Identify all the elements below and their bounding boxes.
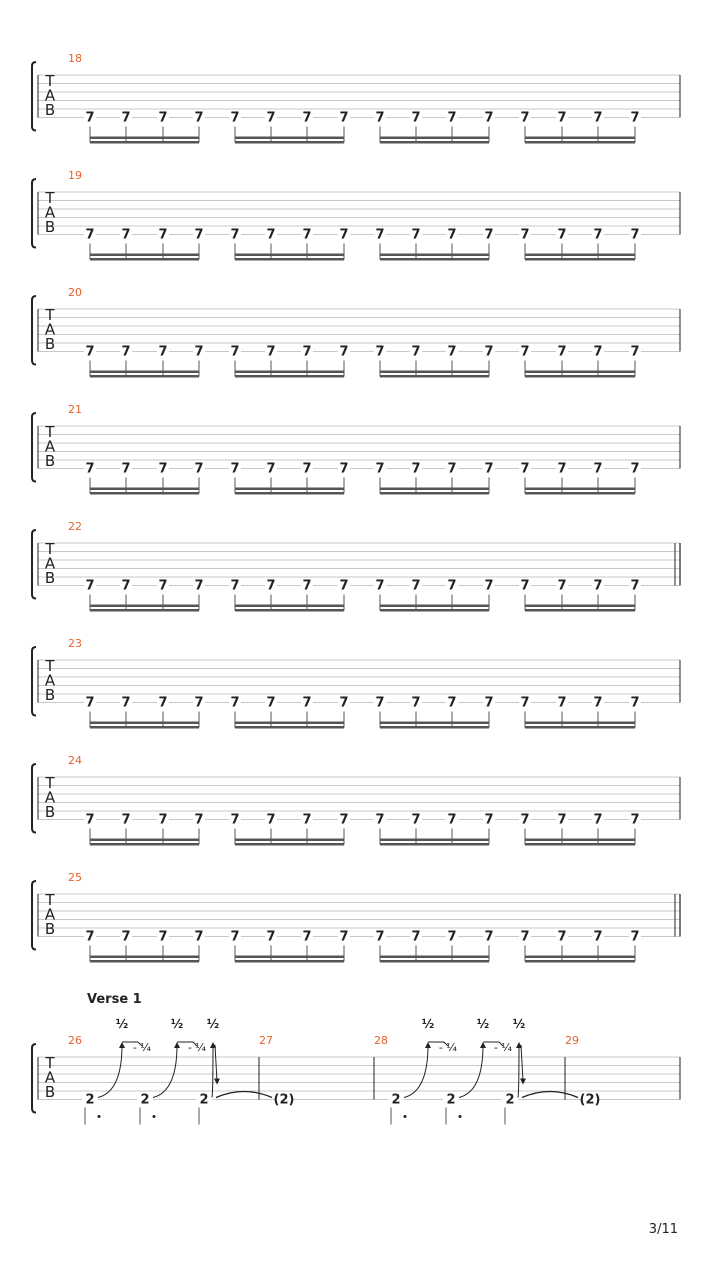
release-curve — [215, 1045, 217, 1082]
beam-secondary — [380, 843, 489, 846]
dot — [98, 1115, 101, 1118]
system-18-system-bracket — [32, 62, 36, 131]
release-arrowhead — [520, 1079, 526, 1085]
measure-number: 27 — [259, 1034, 273, 1047]
fret-number: 7 — [447, 110, 457, 126]
beam-secondary — [90, 843, 199, 846]
fret-number: 7 — [266, 227, 276, 243]
bend-amount: ½ — [206, 1017, 220, 1031]
dot — [153, 1115, 156, 1118]
fret-number: 7 — [85, 344, 95, 360]
fret-number: 7 — [630, 344, 640, 360]
system-22-tab-clef-t: T — [45, 540, 55, 558]
fret-number: 7 — [484, 461, 494, 477]
system-18-tab-clef-a: A — [44, 86, 56, 105]
beam-secondary — [380, 258, 489, 261]
fret-number: 7 — [520, 578, 530, 594]
system-23-tab-clef-a: A — [44, 671, 56, 690]
fret-number: 7 — [484, 578, 494, 594]
beam-secondary — [90, 960, 199, 963]
measure-number: 28 — [374, 1034, 388, 1047]
measure-number: 25 — [68, 871, 82, 884]
beam-secondary — [380, 609, 489, 612]
fret-number: 7 — [411, 227, 421, 243]
fret-number: 7 — [630, 110, 640, 126]
beam-secondary — [380, 960, 489, 963]
fret-number: 2 — [391, 1092, 401, 1108]
system-22-tab-clef-b: B — [44, 569, 56, 587]
beam-primary — [235, 254, 344, 257]
fret-number: 7 — [593, 695, 603, 711]
beam-primary — [90, 137, 199, 140]
fret-number: 7 — [375, 461, 385, 477]
bend-arrowhead — [119, 1042, 125, 1048]
release-amount: - ¼ — [493, 1041, 513, 1054]
fret-number: 7 — [230, 578, 240, 594]
beam-primary — [90, 839, 199, 842]
beam-secondary — [525, 609, 635, 612]
tie-arc — [522, 1092, 578, 1098]
tie-arc — [216, 1092, 272, 1098]
system-20-tab-clef-t: T — [45, 306, 55, 324]
beam-primary — [90, 722, 199, 725]
beam-secondary — [525, 492, 635, 495]
beam-primary — [380, 254, 489, 257]
fret-number: 7 — [593, 110, 603, 126]
beam-primary — [235, 488, 344, 491]
fret-number: 7 — [630, 461, 640, 477]
beam-secondary — [525, 960, 635, 963]
system-19-tab-clef-a: A — [44, 203, 56, 222]
release-curve — [521, 1045, 523, 1082]
measure-number: 26 — [68, 1034, 82, 1047]
bend-amount: ½ — [512, 1017, 526, 1031]
fret-number: 7 — [557, 578, 567, 594]
fret-number: 7 — [158, 929, 168, 945]
fret-number: 7 — [411, 461, 421, 477]
fret-number: 7 — [194, 344, 204, 360]
fret-number: 7 — [194, 461, 204, 477]
fret-number: 7 — [121, 812, 131, 828]
fret-number: 7 — [593, 812, 603, 828]
beam-secondary — [235, 843, 344, 846]
fret-number: 7 — [339, 461, 349, 477]
fret-number: 7 — [339, 344, 349, 360]
fret-number: 7 — [85, 695, 95, 711]
fret-number: 7 — [230, 344, 240, 360]
fret-number: 7 — [484, 695, 494, 711]
fret-number: 7 — [266, 812, 276, 828]
fret-number: 7 — [411, 929, 421, 945]
fret-number: 7 — [520, 344, 530, 360]
fret-number: 7 — [557, 695, 567, 711]
fret-number: 7 — [484, 110, 494, 126]
system-20-system-bracket — [32, 296, 36, 365]
fret-number: 7 — [557, 929, 567, 945]
fret-number: 7 — [158, 578, 168, 594]
beam-primary — [90, 605, 199, 608]
system-19-tab-clef-t: T — [45, 189, 55, 207]
fret-number: 7 — [411, 110, 421, 126]
fret-number: 7 — [447, 929, 457, 945]
fret-number: 7 — [230, 929, 240, 945]
fret-number: 7 — [266, 578, 276, 594]
fret-number: 7 — [375, 227, 385, 243]
beam-secondary — [235, 375, 344, 378]
fret-number: 7 — [194, 929, 204, 945]
bend-arrowhead — [425, 1042, 431, 1048]
beam-primary — [90, 488, 199, 491]
fret-number: 7 — [593, 344, 603, 360]
fret-number: 7 — [85, 578, 95, 594]
beam-primary — [380, 488, 489, 491]
fret-number: 2 — [140, 1092, 150, 1108]
fret-number: 7 — [593, 578, 603, 594]
fret-number: 7 — [158, 812, 168, 828]
fret-number: 7 — [447, 695, 457, 711]
beam-secondary — [235, 258, 344, 261]
system-19-tab-clef-b: B — [44, 218, 56, 236]
release-amount: - ¼ — [438, 1041, 458, 1054]
beam-primary — [235, 137, 344, 140]
fret-number: 7 — [447, 344, 457, 360]
beam-primary — [525, 605, 635, 608]
bend-amount: ½ — [115, 1017, 129, 1031]
fret-number: 7 — [411, 812, 421, 828]
fret-number: 7 — [302, 344, 312, 360]
fret-number: 7 — [266, 344, 276, 360]
beam-secondary — [90, 609, 199, 612]
dot — [459, 1115, 462, 1118]
fret-number: 7 — [85, 929, 95, 945]
fret-number: 7 — [557, 110, 567, 126]
beam-secondary — [235, 960, 344, 963]
beam-secondary — [380, 726, 489, 729]
beam-secondary — [235, 726, 344, 729]
fret-number: 7 — [484, 812, 494, 828]
fret-number: 7 — [339, 929, 349, 945]
fret-number: (2) — [579, 1092, 601, 1108]
beam-primary — [380, 722, 489, 725]
fret-number: 7 — [266, 461, 276, 477]
system-19-system-bracket — [32, 179, 36, 248]
system-21-tab-clef-b: B — [44, 452, 56, 470]
fret-number: 7 — [121, 227, 131, 243]
beam-secondary — [90, 726, 199, 729]
beam-primary — [525, 488, 635, 491]
fret-number: 7 — [121, 461, 131, 477]
fret-number: 7 — [339, 578, 349, 594]
bend-curve — [404, 1045, 428, 1098]
fret-number: 7 — [194, 110, 204, 126]
fret-number: 7 — [302, 578, 312, 594]
system-25-tab-clef-a: A — [44, 905, 56, 924]
fret-number: 7 — [266, 929, 276, 945]
beam-secondary — [90, 141, 199, 144]
measure-number: 19 — [68, 169, 82, 182]
fret-number: 2 — [505, 1092, 515, 1108]
fret-number: 7 — [121, 578, 131, 594]
fret-number: 7 — [375, 812, 385, 828]
beam-secondary — [525, 375, 635, 378]
fret-number: 7 — [194, 812, 204, 828]
beam-primary — [90, 956, 199, 959]
fret-number: 7 — [484, 227, 494, 243]
fret-number: 7 — [302, 110, 312, 126]
verse-system-tab-clef-t: T — [45, 1054, 55, 1072]
fret-number: 7 — [484, 929, 494, 945]
beam-secondary — [380, 375, 489, 378]
system-23-system-bracket — [32, 647, 36, 716]
fret-number: 7 — [447, 578, 457, 594]
fret-number: 7 — [630, 578, 640, 594]
fret-number: 7 — [230, 461, 240, 477]
fret-number: 7 — [121, 929, 131, 945]
fret-number: 7 — [447, 812, 457, 828]
beam-primary — [525, 371, 635, 374]
fret-number: 7 — [339, 812, 349, 828]
fret-number: 7 — [484, 344, 494, 360]
fret-number: 7 — [266, 110, 276, 126]
fret-number: 7 — [85, 812, 95, 828]
fret-number: 7 — [230, 695, 240, 711]
fret-number: 7 — [630, 695, 640, 711]
fret-number: 7 — [158, 227, 168, 243]
beam-secondary — [90, 258, 199, 261]
fret-number: 2 — [446, 1092, 456, 1108]
fret-number: 7 — [557, 227, 567, 243]
beam-primary — [235, 722, 344, 725]
release-amount: - ¼ — [132, 1041, 152, 1054]
fret-number: 7 — [520, 929, 530, 945]
verse-system-system-bracket — [32, 1044, 36, 1113]
beam-primary — [90, 254, 199, 257]
bend-amount: ½ — [421, 1017, 435, 1031]
fret-number: 7 — [121, 695, 131, 711]
beam-secondary — [235, 609, 344, 612]
bend-curve — [98, 1045, 122, 1098]
beam-secondary — [525, 141, 635, 144]
fret-number: 7 — [593, 227, 603, 243]
system-25-system-bracket — [32, 881, 36, 950]
system-25-tab-clef-b: B — [44, 920, 56, 938]
fret-number: 2 — [85, 1092, 95, 1108]
fret-number: 7 — [375, 344, 385, 360]
fret-number: 7 — [158, 110, 168, 126]
fret-number: 7 — [557, 344, 567, 360]
beam-secondary — [235, 492, 344, 495]
beam-secondary — [525, 258, 635, 261]
fret-number: 7 — [520, 695, 530, 711]
fret-number: 7 — [158, 344, 168, 360]
fret-number: 7 — [302, 695, 312, 711]
fret-number: 7 — [411, 344, 421, 360]
bend-amount: ½ — [476, 1017, 490, 1031]
fret-number: 7 — [85, 461, 95, 477]
dot — [404, 1115, 407, 1118]
fret-number: 7 — [593, 461, 603, 477]
beam-secondary — [90, 492, 199, 495]
fret-number: 7 — [411, 578, 421, 594]
fret-number: 7 — [266, 695, 276, 711]
fret-number: 7 — [194, 578, 204, 594]
fret-number: 7 — [302, 227, 312, 243]
verse-system-tab-clef-a: A — [44, 1068, 56, 1087]
fret-number: 7 — [121, 344, 131, 360]
system-25-tab-clef-t: T — [45, 891, 55, 909]
fret-number: 7 — [339, 227, 349, 243]
fret-number: 7 — [557, 812, 567, 828]
fret-number: 7 — [85, 227, 95, 243]
beam-primary — [525, 956, 635, 959]
beam-primary — [525, 839, 635, 842]
system-24-tab-clef-t: T — [45, 774, 55, 792]
measure-number: 20 — [68, 286, 82, 299]
fret-number: 7 — [194, 227, 204, 243]
measure-number: 29 — [565, 1034, 579, 1047]
beam-secondary — [380, 141, 489, 144]
fret-number: 7 — [593, 929, 603, 945]
system-18-tab-clef-b: B — [44, 101, 56, 119]
fret-number: 7 — [375, 578, 385, 594]
fret-number: 7 — [520, 227, 530, 243]
fret-number: 7 — [411, 695, 421, 711]
fret-number: 7 — [375, 929, 385, 945]
page-number: 3/11 — [648, 1222, 678, 1237]
system-24-tab-clef-b: B — [44, 803, 56, 821]
system-23-tab-clef-b: B — [44, 686, 56, 704]
beam-primary — [525, 722, 635, 725]
bend-curve — [153, 1045, 177, 1098]
fret-number: 7 — [302, 812, 312, 828]
system-22-tab-clef-a: A — [44, 554, 56, 573]
system-24-system-bracket — [32, 764, 36, 833]
beam-primary — [235, 839, 344, 842]
fret-number: 7 — [158, 461, 168, 477]
system-21-tab-clef-a: A — [44, 437, 56, 456]
beam-secondary — [380, 492, 489, 495]
system-18-tab-clef-t: T — [45, 72, 55, 90]
section-label: Verse 1 — [87, 992, 142, 1007]
fret-number: 7 — [85, 110, 95, 126]
fret-number: 7 — [520, 110, 530, 126]
bend-amount: ½ — [170, 1017, 184, 1031]
fret-number: 7 — [302, 461, 312, 477]
fret-number: 7 — [375, 695, 385, 711]
fret-number: 7 — [158, 695, 168, 711]
system-20-tab-clef-b: B — [44, 335, 56, 353]
beam-primary — [380, 137, 489, 140]
bend-curve — [459, 1045, 483, 1098]
bend-curve — [518, 1045, 519, 1098]
fret-number: 7 — [339, 695, 349, 711]
bend-arrowhead — [480, 1042, 486, 1048]
system-23-tab-clef-t: T — [45, 657, 55, 675]
beam-primary — [235, 956, 344, 959]
measure-number: 22 — [68, 520, 82, 533]
beam-primary — [380, 956, 489, 959]
bend-curve — [212, 1045, 213, 1098]
fret-number: 7 — [194, 695, 204, 711]
release-amount: - ¼ — [187, 1041, 207, 1054]
beam-secondary — [235, 141, 344, 144]
fret-number: 7 — [520, 812, 530, 828]
beam-primary — [380, 371, 489, 374]
measure-number: 21 — [68, 403, 82, 416]
fret-number: 7 — [375, 110, 385, 126]
system-21-system-bracket — [32, 413, 36, 482]
system-20-tab-clef-a: A — [44, 320, 56, 339]
beam-primary — [90, 371, 199, 374]
fret-number: 7 — [302, 929, 312, 945]
beam-secondary — [90, 375, 199, 378]
system-22-system-bracket — [32, 530, 36, 599]
fret-number: 7 — [230, 227, 240, 243]
measure-number: 24 — [68, 754, 82, 767]
measure-number: 23 — [68, 637, 82, 650]
fret-number: 7 — [447, 227, 457, 243]
measure-number: 18 — [68, 52, 82, 65]
fret-number: 7 — [630, 929, 640, 945]
beam-primary — [235, 371, 344, 374]
beam-primary — [525, 137, 635, 140]
fret-number: 7 — [630, 227, 640, 243]
beam-primary — [525, 254, 635, 257]
fret-number: (2) — [273, 1092, 295, 1108]
beam-secondary — [525, 843, 635, 846]
fret-number: 2 — [199, 1092, 209, 1108]
bend-arrowhead — [174, 1042, 180, 1048]
system-21-tab-clef-t: T — [45, 423, 55, 441]
fret-number: 7 — [230, 110, 240, 126]
beam-secondary — [525, 726, 635, 729]
fret-number: 7 — [630, 812, 640, 828]
fret-number: 7 — [447, 461, 457, 477]
fret-number: 7 — [520, 461, 530, 477]
fret-number: 7 — [339, 110, 349, 126]
verse-system-tab-clef-b: B — [44, 1083, 56, 1101]
fret-number: 7 — [230, 812, 240, 828]
release-arrowhead — [214, 1079, 220, 1085]
fret-number: 7 — [557, 461, 567, 477]
system-24-tab-clef-a: A — [44, 788, 56, 807]
beam-primary — [380, 839, 489, 842]
beam-primary — [235, 605, 344, 608]
beam-primary — [380, 605, 489, 608]
fret-number: 7 — [121, 110, 131, 126]
